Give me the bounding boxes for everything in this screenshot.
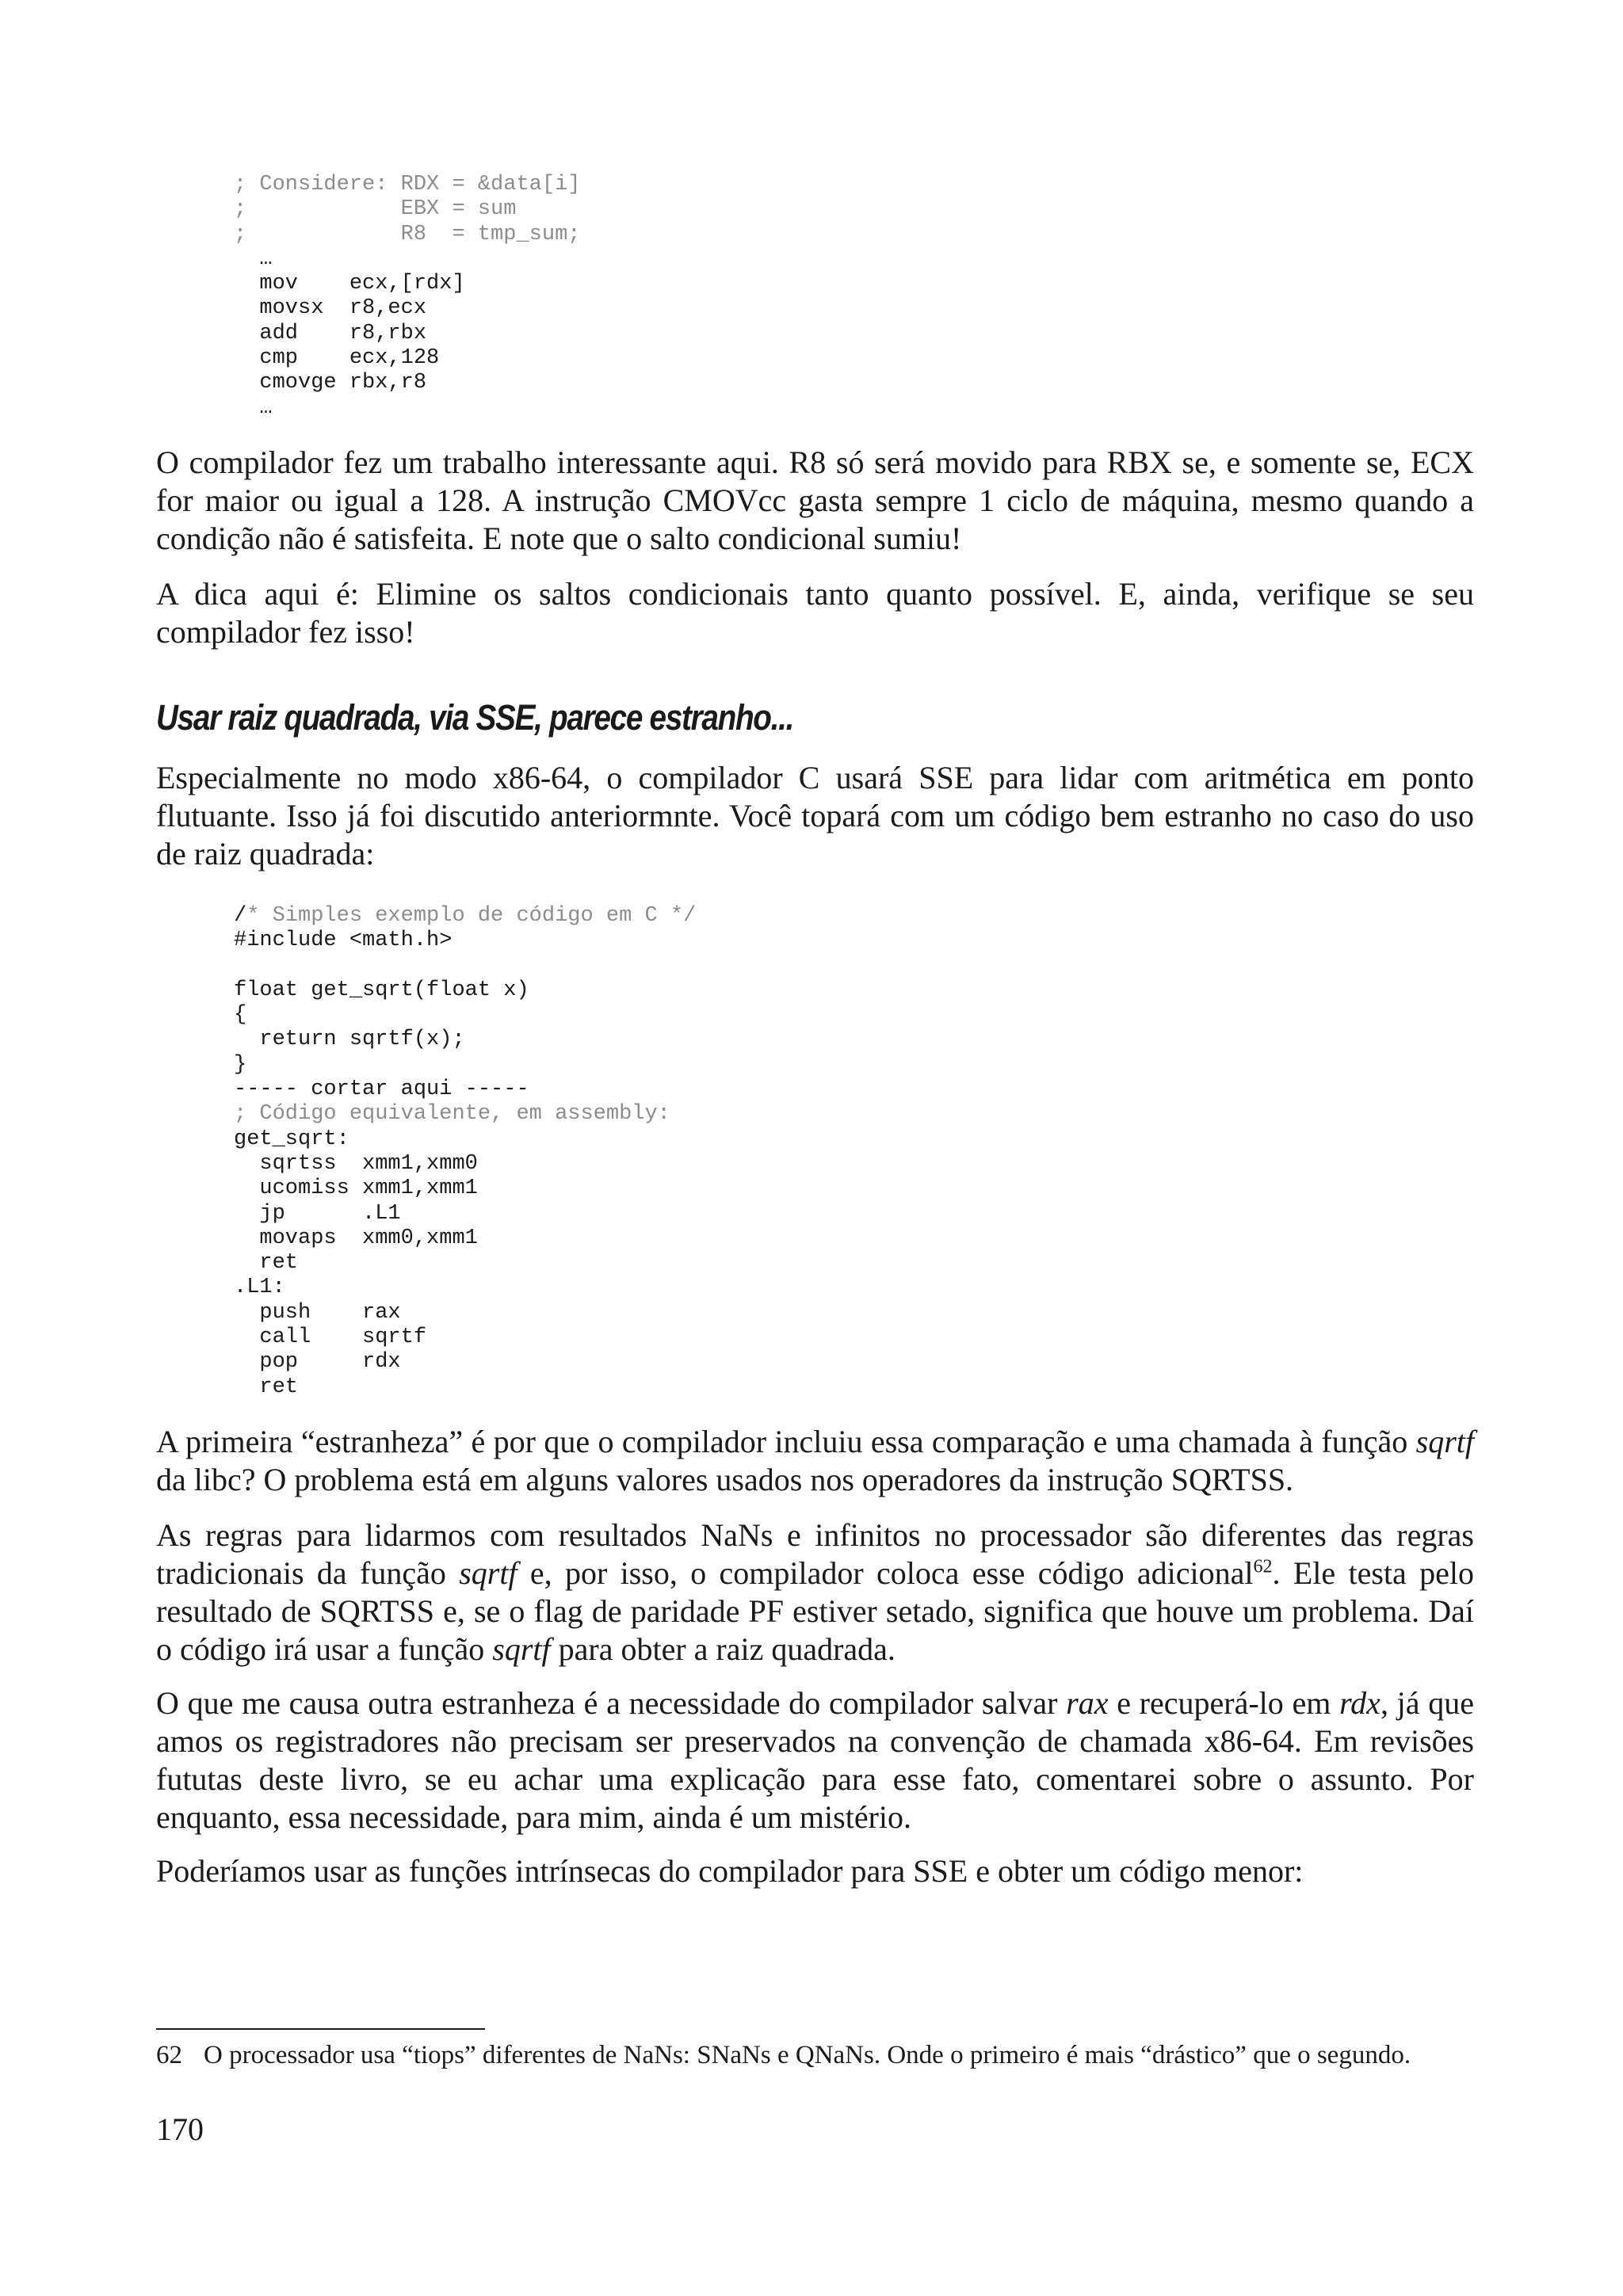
code-line: .L1: [234, 1276, 285, 1300]
paragraph-intrinsics: Poderíamos usar as funções intrínsecas do compilador para SSE e obter um código menor: [156, 1853, 1304, 1889]
code-line: … [234, 246, 273, 271]
footnote-text: O processador usa “tiops” diferentes de NaNs: SNaNs e QNaNs. Onde o primeiro é mais “drástico” que o segundo. [204, 2041, 1411, 2069]
code-line: call sqrtf [234, 1325, 427, 1350]
code-line: ; Código equivalente, em assembly: [234, 1102, 670, 1127]
code-comment-start: / [234, 904, 247, 928]
code-line: float get_sqrt(float x) [234, 978, 529, 1002]
code-line: get_sqrt: [234, 1127, 349, 1151]
code-line: ; Considere: RDX = &data[i] [234, 173, 581, 196]
code-line: pop rdx [234, 1350, 401, 1375]
code-line: … [234, 395, 273, 420]
code-line: mov ecx,[rdx] [234, 272, 465, 296]
code-block-sqrt [234, 904, 696, 1400]
footnote-reference[interactable]: 62 [1253, 1556, 1273, 1577]
text-run: para obter a raiz quadrada. [550, 1631, 896, 1667]
footnote-separator [156, 2028, 485, 2030]
code-line: { [234, 1003, 247, 1028]
code-line [234, 904, 696, 929]
code-line-blank [234, 954, 696, 978]
paragraph-first-oddity [156, 1423, 1474, 1499]
code-comment-text: * Simples exemplo de código em C */ [246, 904, 697, 928]
code-line: ret [234, 1251, 299, 1276]
paragraph-cmov-explanation: O compilador fez um trabalho interessante aqui. R8 só será movido para RBX se, e somente se, ECX for maior ou igual a 128. A instrução CMOVcc gasta sempre 1 ciclo de máquina, mesmo quando a condição não é satisfeita. E note que o salto condicional sumiu! [156, 444, 1474, 556]
text-run: , já que amos os registradores não precisam ser preservados na convenção de chamada x86-64. Em revisões fututas deste livro, se eu achar uma explicação para esse fato, comentarei sobre o assunto. Por enquanto, essa necessidade, para mim, ainda é um mistério. [156, 1685, 1475, 1835]
emphasis-sqrtf: sqrtf [459, 1555, 517, 1591]
page-number: 170 [156, 2111, 204, 2147]
paragraph-tip: A dica aqui é: Elimine os saltos condicionais tanto quanto possível. E, ainda, verifique se seu compilador fez isso! [156, 576, 1474, 650]
code-line: movsx r8,ecx [234, 296, 427, 321]
code-line: push rax [234, 1300, 401, 1325]
text-run: As regras para lidarmos com resultados NaNs e infinitos no processador são diferentes das regras tradicionais da função [156, 1517, 1474, 1591]
emphasis-sqrtf: sqrtf [1415, 1424, 1474, 1459]
code-line: #include <math.h> [234, 929, 453, 953]
code-line: ; EBX = sum [234, 197, 517, 222]
text-run: O que me causa outra estranheza é a necessidade do compilador salvar [156, 1685, 1067, 1721]
text-run: A primeira “estranheza” é por que o compilador incluiu essa comparação e uma chamada à função [156, 1424, 1416, 1459]
emphasis-sqrtf: sqrtf [492, 1631, 551, 1667]
code-line: cmp ecx,128 [234, 346, 440, 371]
paragraph-second-oddity [156, 1684, 1474, 1836]
code-line: ; R8 = tmp_sum; [234, 222, 581, 246]
emphasis-rax: rax [1066, 1685, 1109, 1721]
code-line: cmovge rbx,r8 [234, 371, 427, 395]
section-heading: Usar raiz quadrada, via SSE, parece estranho... [156, 697, 794, 738]
emphasis-rdx: rdx [1339, 1685, 1381, 1721]
text-run: e recuperá-lo em [1108, 1685, 1340, 1721]
code-line: return sqrtf(x); [234, 1028, 465, 1052]
code-line: sqrtss xmm1,xmm0 [234, 1151, 478, 1176]
text-run: e, por isso, o compilador coloca esse código adicional [517, 1555, 1254, 1591]
paragraph-nan-rules [156, 1516, 1474, 1669]
code-line: ----- cortar aqui ----- [234, 1077, 529, 1102]
footnote-number: 62 [156, 2041, 182, 2069]
code-line: add r8,rbx [234, 321, 427, 345]
code-line: ret [234, 1375, 299, 1399]
code-line: movaps xmm0,xmm1 [234, 1226, 478, 1250]
code-line: jp .L1 [234, 1201, 401, 1226]
code-line: ucomiss xmm1,xmm1 [234, 1177, 478, 1201]
text-run: . Ele testa pelo resultado de SQRTSS e, se o flag de paridade PF estiver setado, significa que houve um problema. Daí o código irá usar a função [156, 1555, 1475, 1667]
paragraph-sse-intro: Especialmente no modo x86-64, o compilador C usará SSE para lidar com aritmética em ponto flutuante. Isso já foi discutido anteriormnte. Você topará com um código bem estranho no caso do uso de raiz quadrada: [156, 760, 1474, 871]
text-run: da libc? O problema está em alguns valores usados nos operadores da instrução SQRTSS. [156, 1462, 1294, 1497]
code-line: } [234, 1052, 247, 1077]
footnote [156, 2039, 1411, 2071]
code-block-cmov [234, 173, 580, 421]
